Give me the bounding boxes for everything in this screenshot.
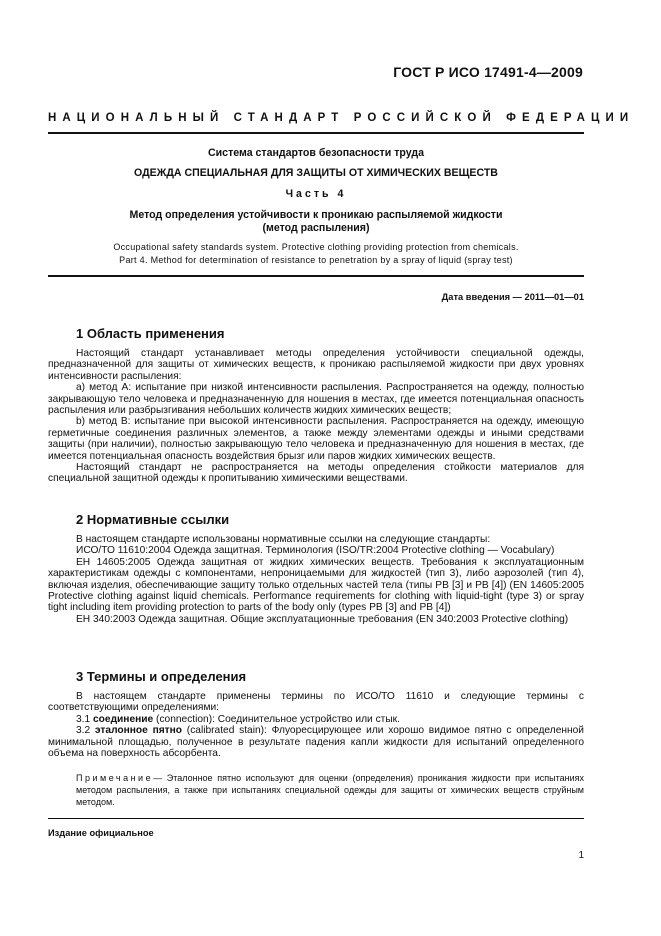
section-2-paragraph-1: В настоящем стандарте использованы нормативные ссылки на следующие стандарты:: [76, 534, 491, 545]
term-3-2: 3.2 эталонное пятно (calibrated stain): Флуоресцирующее или хорошо видимое пятно с определенной минимальной площадью, полученное в результате падения капли жидкости для испытаний определенного объема на поверхность абсорбента.: [48, 725, 584, 760]
method-title-line2: (метод распыления): [262, 222, 370, 234]
section-1-paragraph-4: Настоящий стандарт не распространяется на методы определения стойкости материалов для специальной защитной одежды к пропитыванию химическими веществами.: [48, 462, 584, 485]
section-3-paragraph-1: В настоящем стандарте применены термины по ИСО/ТО 11610 и следующие термины с соответствующими определениями:: [48, 691, 584, 714]
note-label: Примечание: [76, 773, 154, 783]
note-text: — Эталонное пятно используют для оценки (определения) проникания жидкости при испытаниях методом распыления, а также при испытаниях специальной одежды для защиты от химических веществ струйным методом.: [76, 773, 584, 807]
part-title: Часть 4: [285, 188, 347, 200]
edition-label: Издание официальное: [48, 828, 154, 838]
english-title-line2: Part 4. Method for determination of resistance to penetration by a spray of liquid (spray test): [119, 255, 513, 265]
section-2-heading: 2 Нормативные ссылки: [76, 512, 230, 527]
header-divider: [48, 132, 584, 134]
page-number: 1: [578, 850, 584, 861]
term-3-1: 3.1 соединение (connection): Соединительное устройство или стык.: [76, 713, 400, 725]
section-1-paragraph-3: b) метод В: испытание при высокой интенсивности распыления. Распространяется на одежду, имеющую герметичные соединения различных элементов, а также между элементами одежды и иными средствами защиты (при наличии), полностью закрывающую тело человека и предназначенную для ношения в местах, где имеется потенциальная опасность воздействия брызг или паров жидких химических веществ.: [48, 416, 584, 462]
title-divider: [48, 275, 584, 277]
section-1-paragraph-2: a) метод А: испытание при низкой интенсивности распыления. Распространяется на одежду, полностью закрывающую тело человека и предназначенную для ношения в местах, где имеется потенциальная опасность распыления или разбрызгивания небольших количеств жидких химических веществ;: [48, 382, 584, 417]
system-title: Система стандартов безопасности труда: [208, 147, 424, 159]
main-title: ОДЕЖДА СПЕЦИАЛЬНАЯ ДЛЯ ЗАЩИТЫ ОТ ХИМИЧЕСКИХ ВЕЩЕСТВ: [134, 167, 498, 179]
section-2-paragraph-4: ЕН 340:2003 Одежда защитная. Общие эксплуатационные требования (EN 340:2003 Protective clothing): [76, 613, 569, 625]
section-2-paragraph-3: ЕН 14605:2005 Одежда защитная от жидких химических веществ. Требования к эксплуатационным характеристикам одежды с компонентами, непроницаемыми для жидкостей (тип 3), либо аэрозолей (тип 4), включая изделия, обеспечивающие защиту только отдельных частей тела (типы PB [3] и PB [4]) (EN 14605:2005 Protective clothing against liquid chemicals. Performance requirements for clothing with liquid-tight (type 3) or spray tight including item providing protection to parts of the body only (types PB [3] and PB [4]): [48, 556, 584, 614]
section-3-heading: 3 Термины и определения: [76, 669, 247, 684]
standard-number: ГОСТ Р ИСО 17491-4—2009: [393, 64, 583, 80]
english-title-line1: Occupational safety standards system. Protective clothing providing protection from chemicals.: [113, 242, 519, 252]
section-2-body: [48, 534, 584, 625]
national-standard-banner: НАЦИОНАЛЬНЫЙ СТАНДАРТ РОССИЙСКОЙ ФЕДЕРАЦИИ: [48, 112, 635, 124]
introduction-date: Дата введения — 2011—01—01: [441, 292, 584, 302]
section-1-paragraph-1: Настоящий стандарт устанавливает методы определения устойчивости специальной одежды, предназначенной для защиты от химических веществ, к проникаю распыляемой жидкости при двух уровнях интенсивности распыления:: [48, 348, 584, 382]
section-1-heading: 1 Область применения: [76, 326, 225, 341]
section-1-body: [48, 348, 584, 485]
method-title-line1: Метод определения устойчивости к проникаю распыляемой жидкости: [129, 209, 503, 221]
section-2-paragraph-2: ИСО/ТО 11610:2004 Одежда защитная. Терминология (ISO/TR:2004 Protective clothing — Vocabulary): [76, 545, 555, 557]
footer-divider: [48, 818, 584, 819]
section-3-body: [48, 691, 584, 759]
note: [48, 772, 584, 808]
method-title: [48, 209, 584, 235]
english-title: [48, 241, 584, 267]
